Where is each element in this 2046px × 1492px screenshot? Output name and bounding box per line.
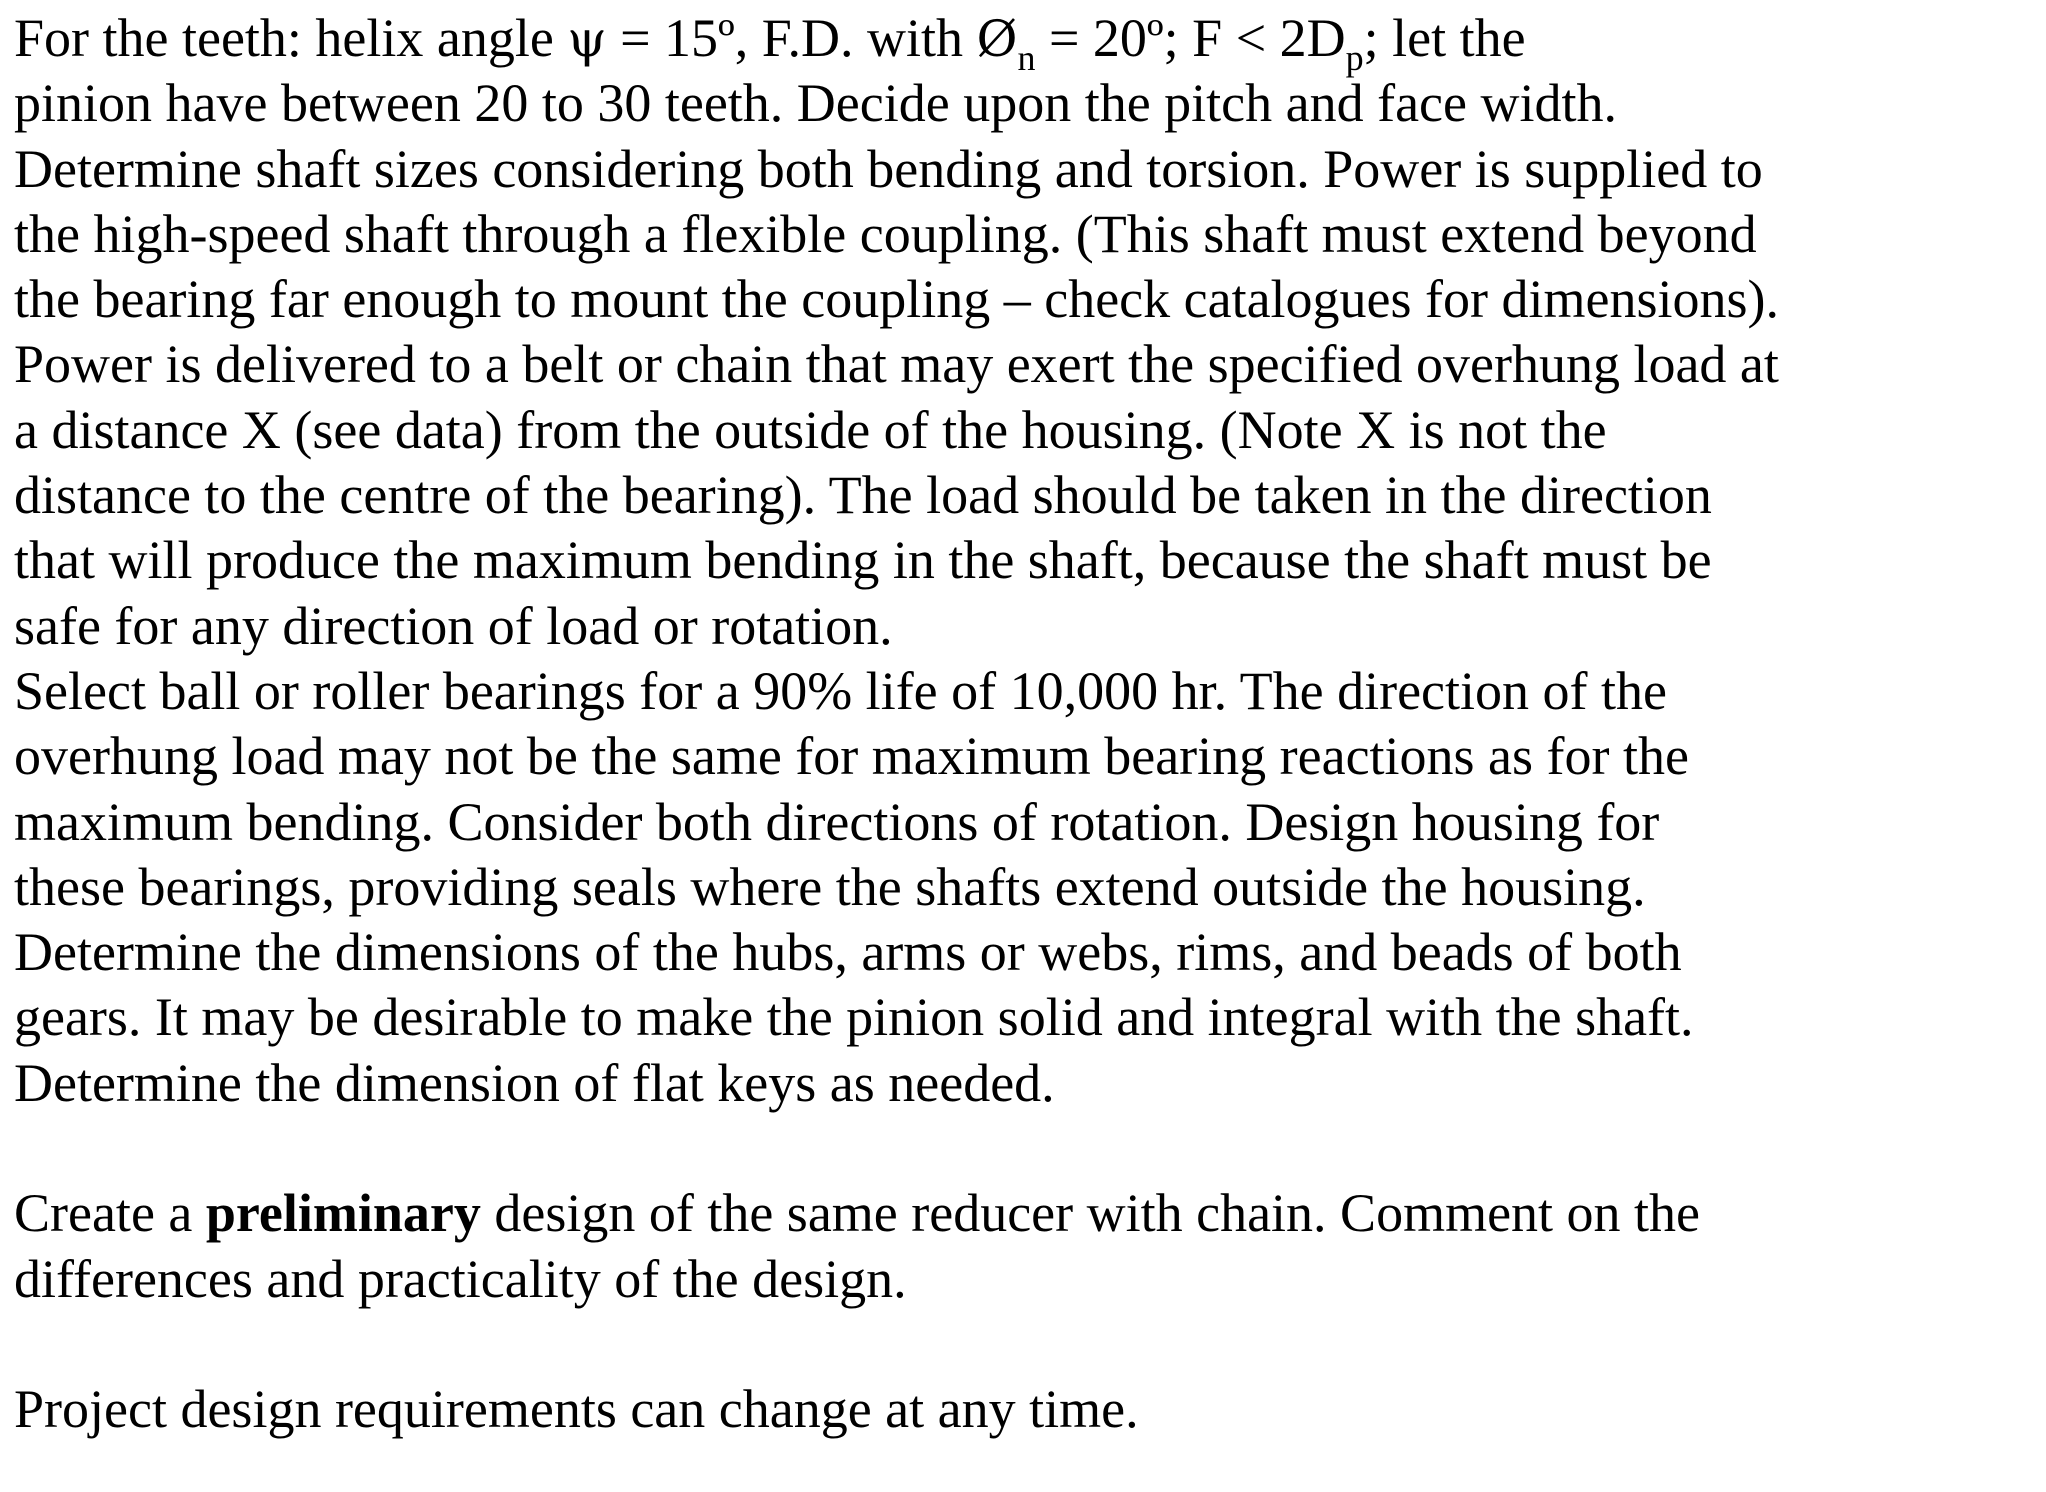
paragraph-line: the bearing far enough to mount the coupling – check catalogues for dimensions). [14, 269, 1779, 330]
phi-symbol: Ø [976, 10, 1018, 68]
paragraph-spacer [14, 1312, 2024, 1377]
helix-angle-value: = 15º, F.D. with [606, 8, 977, 68]
paragraph-chain-design [14, 1181, 2024, 1312]
chain-design-line [14, 1181, 2024, 1246]
paragraph-line: gears. It may be desirable to make the pinion solid and integral with the shaft. [14, 987, 1694, 1048]
paragraph-line: pinion have between 20 to 30 teeth. Decide upon the pitch and face width. [14, 73, 1617, 134]
paragraph-line: overhung load may not be the same for maximum bearing reactions as for the [14, 726, 1689, 787]
pressure-angle-value: = 20º; F < 2D [1035, 8, 1346, 68]
paragraph-line: Determine the dimension of flat keys as needed. [14, 1052, 1055, 1113]
paragraph-line: the high-speed shaft through a flexible coupling. (This shaft must extend beyond [14, 203, 1757, 264]
teeth-spec-prefix: For the teeth: helix angle [14, 8, 568, 68]
paragraph-line: maximum bending. Consider both directions of rotation. Design housing for [14, 791, 1660, 852]
closing-note: Project design requirements can change at any time. [14, 1379, 1139, 1440]
paragraph-spacer [14, 1116, 2024, 1181]
paragraph-shafts [14, 71, 2024, 659]
paragraph-line: Select ball or roller bearings for a 90% life of 10,000 hr. The direction of the [14, 660, 1667, 721]
dp-subscript: p [1345, 38, 1364, 78]
document-body [14, 6, 2024, 1443]
chain-design-line-2: differences and practicality of the design. [14, 1248, 907, 1309]
teeth-spec-line [14, 6, 2024, 78]
paragraph-line: a distance X (see data) from the outside of the housing. (Note X is not the [14, 399, 1607, 460]
paragraph-line: safe for any direction of load or rotation. [14, 595, 893, 656]
paragraph-line: these bearings, providing seals where the shafts extend outside the housing. [14, 856, 1646, 917]
teeth-spec-suffix: ; let the [1363, 8, 1526, 68]
paragraph-line: Determine the dimensions of the hubs, arms or webs, rims, and beads of both [14, 922, 1682, 983]
paragraph-line: Determine shaft sizes considering both bending and torsion. Power is supplied to [14, 138, 1763, 199]
paragraph-line: distance to the centre of the bearing). The load should be taken in the direction [14, 465, 1712, 526]
preliminary-emphasis: preliminary [205, 1183, 481, 1244]
paragraph-line: Power is delivered to a belt or chain that may exert the specified overhung load at [14, 334, 1779, 395]
chain-design-suffix: design of the same reducer with chain. Comment on the [480, 1183, 1701, 1244]
paragraph-bearings [14, 659, 2024, 1116]
chain-design-prefix: Create a [14, 1183, 206, 1244]
paragraph-line: that will produce the maximum bending in the shaft, because the shaft must be [14, 530, 1712, 591]
psi-symbol: ψ [567, 10, 607, 68]
phi-subscript: n [1017, 38, 1036, 78]
